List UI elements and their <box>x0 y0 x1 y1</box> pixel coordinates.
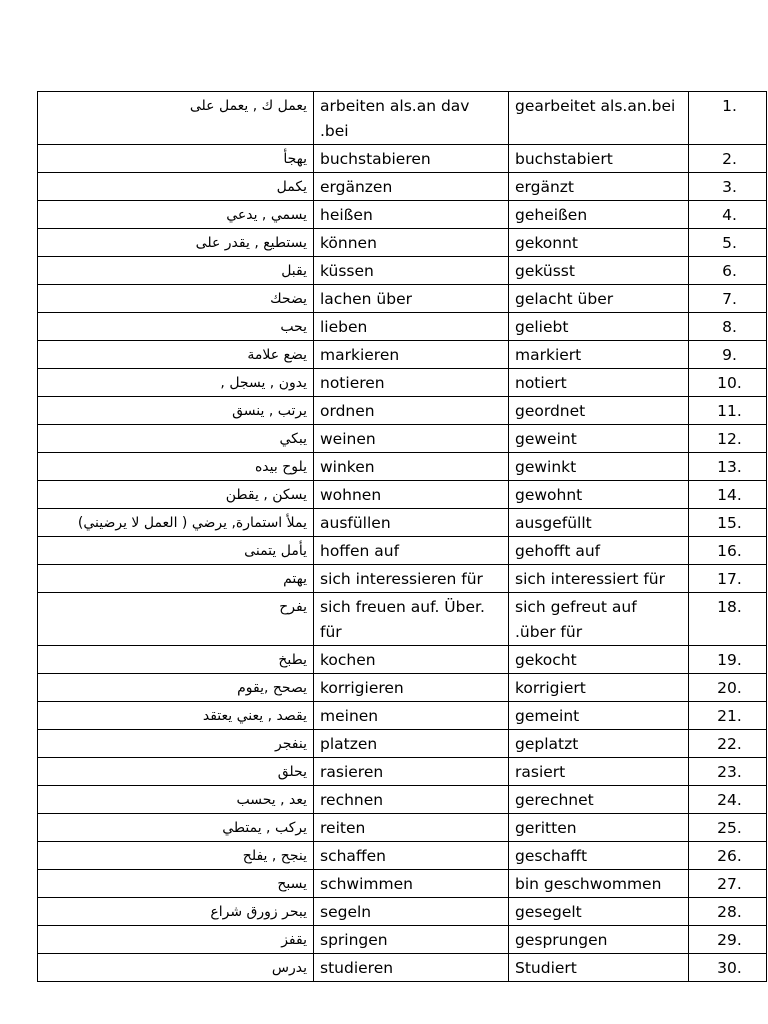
table-row <box>38 229 767 257</box>
arabic-meaning-cell: يكمل <box>38 173 314 201</box>
infinitive-cell: markieren <box>314 341 509 369</box>
row-number-cell: 29. <box>689 926 767 954</box>
participle-cell: sich gefreut auf .über für <box>509 593 689 646</box>
infinitive-cell: segeln <box>314 898 509 926</box>
infinitive-cell: sich freuen auf. Über. für <box>314 593 509 646</box>
table-row <box>38 565 767 593</box>
table-row <box>38 453 767 481</box>
row-number-cell: 1. <box>689 92 767 145</box>
table-row <box>38 509 767 537</box>
participle-cell: markiert <box>509 341 689 369</box>
arabic-meaning-cell: يعمل ك , يعمل على <box>38 92 314 145</box>
arabic-meaning-cell: يضحك <box>38 285 314 313</box>
arabic-meaning-cell: يلوح بيده <box>38 453 314 481</box>
participle-cell: buchstabiert <box>509 145 689 173</box>
row-number-cell: 6. <box>689 257 767 285</box>
row-number-cell: 4. <box>689 201 767 229</box>
table-row <box>38 758 767 786</box>
table-row <box>38 341 767 369</box>
participle-cell: gearbeitet als.an.bei <box>509 92 689 145</box>
row-number-cell: 30. <box>689 954 767 982</box>
arabic-meaning-cell: يهجأ <box>38 145 314 173</box>
table-row <box>38 674 767 702</box>
infinitive-cell: schwimmen <box>314 870 509 898</box>
infinitive-cell: winken <box>314 453 509 481</box>
arabic-meaning-cell: يفرح <box>38 593 314 646</box>
infinitive-cell: rasieren <box>314 758 509 786</box>
table-row <box>38 702 767 730</box>
arabic-meaning-cell: ينجح , يفلح <box>38 842 314 870</box>
row-number-cell: 25. <box>689 814 767 842</box>
arabic-meaning-cell: يحلق <box>38 758 314 786</box>
infinitive-cell: arbeiten als.an dav .bei <box>314 92 509 145</box>
row-number-cell: 7. <box>689 285 767 313</box>
row-number-cell: 9. <box>689 341 767 369</box>
row-number-cell: 14. <box>689 481 767 509</box>
participle-cell: gesegelt <box>509 898 689 926</box>
arabic-meaning-cell: يضع علامة <box>38 341 314 369</box>
infinitive-cell: reiten <box>314 814 509 842</box>
row-number-cell: 8. <box>689 313 767 341</box>
row-number-cell: 19. <box>689 646 767 674</box>
participle-cell: gewinkt <box>509 453 689 481</box>
infinitive-cell: platzen <box>314 730 509 758</box>
row-number-cell: 18. <box>689 593 767 646</box>
table-row <box>38 257 767 285</box>
table-row <box>38 593 767 646</box>
participle-cell: notiert <box>509 369 689 397</box>
infinitive-cell: ausfüllen <box>314 509 509 537</box>
table-row <box>38 730 767 758</box>
row-number-cell: 17. <box>689 565 767 593</box>
participle-cell: Studiert <box>509 954 689 982</box>
row-number-cell: 27. <box>689 870 767 898</box>
table-row <box>38 145 767 173</box>
infinitive-cell: schaffen <box>314 842 509 870</box>
participle-cell: geritten <box>509 814 689 842</box>
participle-cell: geordnet <box>509 397 689 425</box>
infinitive-cell: ordnen <box>314 397 509 425</box>
arabic-meaning-cell: يسمي , يدعي <box>38 201 314 229</box>
participle-cell: bin geschwommen <box>509 870 689 898</box>
row-number-cell: 26. <box>689 842 767 870</box>
participle-cell: gerechnet <box>509 786 689 814</box>
row-number-cell: 11. <box>689 397 767 425</box>
participle-cell: rasiert <box>509 758 689 786</box>
infinitive-cell: können <box>314 229 509 257</box>
table-row <box>38 369 767 397</box>
participle-cell: geweint <box>509 425 689 453</box>
row-number-cell: 20. <box>689 674 767 702</box>
table-row <box>38 842 767 870</box>
infinitive-cell: küssen <box>314 257 509 285</box>
participle-cell: gesprungen <box>509 926 689 954</box>
table-row <box>38 285 767 313</box>
infinitive-cell: springen <box>314 926 509 954</box>
arabic-meaning-cell: ينفجر <box>38 730 314 758</box>
table-row <box>38 397 767 425</box>
table-row <box>38 786 767 814</box>
infinitive-cell: buchstabieren <box>314 145 509 173</box>
infinitive-cell: weinen <box>314 425 509 453</box>
participle-cell: geküsst <box>509 257 689 285</box>
row-number-cell: 3. <box>689 173 767 201</box>
table-row <box>38 313 767 341</box>
participle-cell: gemeint <box>509 702 689 730</box>
table-row <box>38 926 767 954</box>
arabic-meaning-cell: يطبخ <box>38 646 314 674</box>
row-number-cell: 5. <box>689 229 767 257</box>
participle-cell: geplatzt <box>509 730 689 758</box>
row-number-cell: 16. <box>689 537 767 565</box>
vocabulary-table <box>37 91 767 982</box>
participle-cell: gekocht <box>509 646 689 674</box>
row-number-cell: 12. <box>689 425 767 453</box>
row-number-cell: 28. <box>689 898 767 926</box>
table-row <box>38 898 767 926</box>
participle-cell: geliebt <box>509 313 689 341</box>
row-number-cell: 2. <box>689 145 767 173</box>
infinitive-cell: studieren <box>314 954 509 982</box>
row-number-cell: 13. <box>689 453 767 481</box>
row-number-cell: 15. <box>689 509 767 537</box>
infinitive-cell: wohnen <box>314 481 509 509</box>
arabic-meaning-cell: يستطيع , يقدر على <box>38 229 314 257</box>
arabic-meaning-cell: يدون , يسجل , <box>38 369 314 397</box>
infinitive-cell: rechnen <box>314 786 509 814</box>
participle-cell: geheißen <box>509 201 689 229</box>
arabic-meaning-cell: يقصد , يعني يعتقد <box>38 702 314 730</box>
table-row <box>38 201 767 229</box>
table-row <box>38 92 767 145</box>
infinitive-cell: sich interessieren für <box>314 565 509 593</box>
participle-cell: gekonnt <box>509 229 689 257</box>
participle-cell: gelacht über <box>509 285 689 313</box>
participle-cell: gehofft auf <box>509 537 689 565</box>
infinitive-cell: heißen <box>314 201 509 229</box>
row-number-cell: 22. <box>689 730 767 758</box>
infinitive-cell: lieben <box>314 313 509 341</box>
table-row <box>38 814 767 842</box>
participle-cell: sich interessiert für <box>509 565 689 593</box>
table-row <box>38 481 767 509</box>
arabic-meaning-cell: يركب , يمتطي <box>38 814 314 842</box>
arabic-meaning-cell: يأمل يتمنى <box>38 537 314 565</box>
arabic-meaning-cell: يبكي <box>38 425 314 453</box>
arabic-meaning-cell: يبحر زورق شراع <box>38 898 314 926</box>
infinitive-cell: notieren <box>314 369 509 397</box>
table-row <box>38 646 767 674</box>
arabic-meaning-cell: يدرس <box>38 954 314 982</box>
participle-cell: gewohnt <box>509 481 689 509</box>
infinitive-cell: korrigieren <box>314 674 509 702</box>
table-row <box>38 425 767 453</box>
participle-cell: geschafft <box>509 842 689 870</box>
infinitive-cell: kochen <box>314 646 509 674</box>
vocabulary-table-body <box>38 92 767 982</box>
participle-cell: ergänzt <box>509 173 689 201</box>
arabic-meaning-cell: يصحح ,يقوم <box>38 674 314 702</box>
infinitive-cell: ergänzen <box>314 173 509 201</box>
infinitive-cell: hoffen auf <box>314 537 509 565</box>
arabic-meaning-cell: يسبح <box>38 870 314 898</box>
row-number-cell: 24. <box>689 786 767 814</box>
table-row <box>38 954 767 982</box>
arabic-meaning-cell: يحب <box>38 313 314 341</box>
infinitive-cell: meinen <box>314 702 509 730</box>
arabic-meaning-cell: يرتب , ينسق <box>38 397 314 425</box>
arabic-meaning-cell: يقفز <box>38 926 314 954</box>
table-row <box>38 537 767 565</box>
arabic-meaning-cell: يعد , يحسب <box>38 786 314 814</box>
table-row <box>38 173 767 201</box>
infinitive-cell: lachen über <box>314 285 509 313</box>
participle-cell: korrigiert <box>509 674 689 702</box>
table-row <box>38 870 767 898</box>
arabic-meaning-cell: يقبل <box>38 257 314 285</box>
row-number-cell: 21. <box>689 702 767 730</box>
row-number-cell: 23. <box>689 758 767 786</box>
arabic-meaning-cell: يملأ استمارة, يرضي ( العمل لا يرضيني) <box>38 509 314 537</box>
arabic-meaning-cell: يهتم <box>38 565 314 593</box>
participle-cell: ausgefüllt <box>509 509 689 537</box>
arabic-meaning-cell: يسكن , يقطن <box>38 481 314 509</box>
row-number-cell: 10. <box>689 369 767 397</box>
